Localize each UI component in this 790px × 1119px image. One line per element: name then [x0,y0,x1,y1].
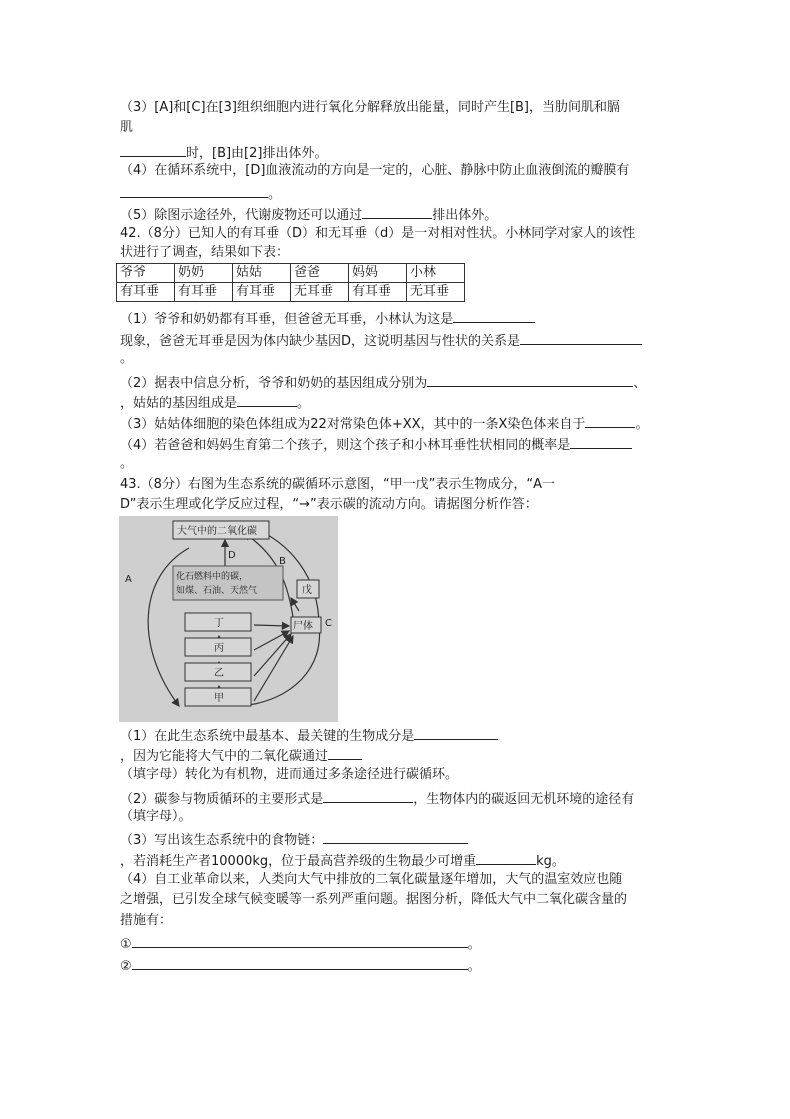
q43-measure-2: ② 。 [120,955,481,976]
answer-blank[interactable] [132,955,468,970]
ding-label: 丁 [214,618,224,629]
q42-part2-line1: （2）据表中信息分析，爷爷和奶奶的基因组成分别为 、 [120,372,646,393]
q42-part1-line2: 现象，爸爸无耳垂是因为体内缺少基因D，这说明基因与性状的关系是 [120,330,642,351]
q41-part4-line1: （4）在循环系统中，[D]血液流动的方向是一定的，心脏、静脉中防止血液倒流的瓣膜有 [120,163,630,178]
q43-part1-line1: （1）在此生态系统中最基本、最关键的生物成分是 [120,725,498,746]
wu-label: 戊 [302,585,312,596]
table-row [117,283,465,302]
answer-blank[interactable] [453,308,535,323]
q41-part5: （5）除图示途径外，代谢废物还可以通过 排出体外。 [120,204,497,225]
q42-part1-line3: 。 [120,351,134,366]
answer-blank[interactable] [427,372,633,387]
answer-blank[interactable] [120,183,268,198]
table-header-row [117,264,465,283]
fossil-fuel-label-2: 如煤、石油、天然气 [176,586,258,596]
q43-part2-line2: （填字母）。 [120,809,192,824]
answer-blank[interactable] [237,392,297,407]
process-c-label: C [325,618,332,629]
table-cell: 无耳垂 [291,283,349,302]
answer-blank[interactable] [414,725,498,740]
q42-part4-line1: （4）若爸爸和妈妈生育第二个孩子，则这个孩子和小林耳垂性状相同的概率是 [120,434,632,455]
q43-part1-line3: （填字母）转化为有机物，进而通过多条途径进行碳循环。 [120,767,459,782]
q41-part3-line3: 时，[B]由[2]排出体外。 [120,142,327,163]
table-cell: 有耳垂 [233,283,291,302]
process-b-label: B [279,556,286,567]
answer-blank[interactable] [323,788,413,803]
carbon-cycle-diagram [119,516,338,722]
q43-intro-line2: D”表示生理或化学反应过程，“→”表示碳的流动方向。请据图分析作答： [120,497,538,512]
q41-part3-line1: （3）[A]和[C]在[3]组织细胞内进行氧化分解释放出能量，同时产生[B]，当肋间肌和膈 [120,100,621,115]
q42-intro-line2: 状进行了调查，结果如下表： [120,245,290,260]
answer-blank[interactable] [570,434,632,449]
arrow-bing-corpse [254,631,289,650]
q43-measure-1: ① 。 [120,933,481,954]
q41-part3-line2: 肌 [120,120,134,135]
q42-intro-line1: 42.（8分）已知人的有耳垂（D）和无耳垂（d）是一对相对性状。小林同学对家人的该性 [120,226,636,241]
table-header-cell: 爷爷 [117,264,175,283]
q41-part4-line2: 。 [120,183,281,204]
answer-blank[interactable] [132,933,468,948]
table-header-cell: 妈妈 [349,264,407,283]
process-a-label: A [125,574,132,585]
arrow-c-lower [241,626,320,706]
table-cell: 有耳垂 [349,283,407,302]
corpse-label: 尸体 [293,621,313,632]
table-cell: 有耳垂 [175,283,233,302]
table-header-cell: 姑姑 [233,264,291,283]
answer-blank[interactable] [323,829,468,844]
answer-blank[interactable] [120,142,186,157]
q43-part1-line2: ，因为它能将大气中的二氧化碳通过 [120,745,362,766]
answer-blank[interactable] [362,204,432,219]
q43-part4-line3: 措施有： [120,913,173,928]
q43-part3-line2: ，若消耗生产者10000kg，位于最高营养级的生物最少可增重 kg。 [120,850,565,871]
q42-part1-line1: （1）爷爷和奶奶都有耳垂，但爸爸无耳垂，小林认为这是 [120,308,535,329]
table-cell: 无耳垂 [407,283,465,302]
process-d-label: D [228,550,236,561]
answer-blank[interactable] [585,413,635,428]
answer-blank[interactable] [476,850,536,865]
q42-part3: （3）姑姑体细胞的染色体组成为22对常染色体+XX，其中的一条X染色体来自于 。 [120,413,648,434]
q42-part2-line2: ，姑姑的基因组成是 。 [120,392,310,413]
q43-part2-line1: （2）碳参与物质循环的主要形式是 ，生物体内的碳返回无机环境的途径有 [120,788,634,809]
q43-part4-line1: （4）自工业革命以来，人类向大气中排放的二氧化碳量逐年增加，大气的温室效应也随 [120,872,623,887]
family-trait-table [116,263,465,302]
table-cell: 有耳垂 [117,283,175,302]
fossil-fuel-label-1: 化石燃料中的碳， [176,572,249,582]
table-header-cell: 爸爸 [291,264,349,283]
q42-part4-line2: 。 [120,456,134,471]
jia-label: 甲 [214,693,224,704]
q43-intro-line1: 43.（8分）右图为生态系统的碳循环示意图，“甲一戊”表示生物成分，“A一 [120,477,556,492]
bing-label: 丙 [214,643,224,654]
table-header-cell: 小林 [407,264,465,283]
yi-label: 乙 [214,668,224,679]
answer-blank[interactable] [328,745,362,760]
table-header-cell: 奶奶 [175,264,233,283]
answer-blank[interactable] [520,330,642,345]
air-co2-label: 大气中的二氧化碳 [177,526,257,537]
q43-part3-line1: （3）写出该生态系统中的食物链： [120,829,468,850]
arrow-ding-corpse [254,625,289,626]
q43-part4-line2: 之增强，已引发全球气候变暖等一系列严重问题。据图分析，降低大气中二氧化碳含量的 [120,892,628,907]
